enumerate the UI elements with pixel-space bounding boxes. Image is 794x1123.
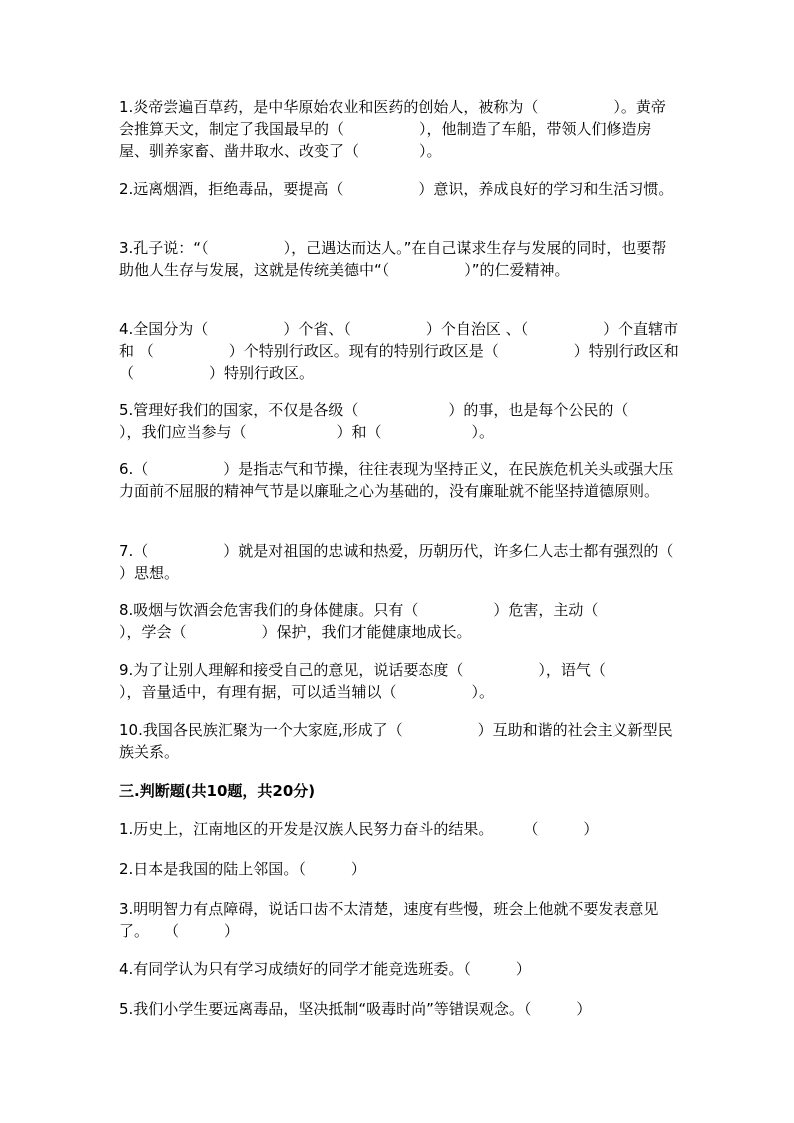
judgement-question-4: 4.有同学认为只有学习成绩好的同学才能竞选班委。（ ） — [119, 960, 531, 978]
fill-blank-question-10: 10.我国各民族汇聚为一个大家庭,形成了（ ）互助和谐的社会主义新型民族关系。 — [119, 721, 673, 761]
fill-blank-question-8: 8.吸烟与饮酒会危害我们的身体健康。只有（ ）危害，主动（ ），学会（ ）保护，我们才能健康地成长。 — [119, 601, 674, 641]
fill-blank-question-4: 4.全国分为（ ）个省、（ ）个自治区 、（ ）个直辖市和 （ ）个特别行政区。现有的特别行政区是（ ）特别行政区和（ ）特别行政区。 — [119, 320, 679, 382]
fill-blank-question-9: 9.为了让别人理解和接受自己的意见，说话要态度（ ），语气（ ），音量适中，有理有据，可以适当辅以（ ）。 — [119, 661, 681, 701]
fill-blank-question-1: 1.炎帝尝遍百草药，是中华原始农业和医药的创始人，被称为（ ）。黄帝会推算天文，制定了我国最早的（ ），他制造了车船，带领人们修造房屋、驯养家畜、凿井取水、改变了（ ）。 — [119, 98, 666, 160]
fill-blank-question-2: 2.远离烟酒，拒绝毒品，要提高（ ）意识，养成良好的学习和生活习惯。 — [119, 180, 674, 198]
judgement-question-1: 1.历史上，江南地区的开发是汉族人民努力奋斗的结果。 （ ） — [119, 820, 599, 838]
fill-blank-question-7: 7.（ ）就是对祖国的忠诚和热爱，历朝历代，许多仁人志士都有强烈的（ ）思想。 — [119, 542, 749, 582]
fill-blank-question-5: 5.管理好我们的国家，不仅是各级（ ）的事，也是每个公民的（ ），我们应当参与（ ）和（ ）。 — [119, 401, 719, 441]
fill-blank-question-6: 6.（ ）是指志气和节操，往往表现为坚持正义，在民族危机关头或强大压力面前不屈服的精神气节是以廉耻之心为基础的，没有廉耻就不能坚持道德原则。 — [119, 460, 674, 500]
section-three-title: 三.判断题(共10题，共20分) — [119, 782, 316, 800]
judgement-question-3: 3.明明智力有点障碍，说话口齿不太清楚，速度有些慢，班会上他就不要发表意见了。 （ ） — [119, 900, 659, 940]
judgement-question-5: 5.我们小学生要远离毒品，坚决抵制“吸毒时尚”等错误观念。（ ） — [119, 1000, 592, 1018]
judgement-question-2: 2.日本是我国的陆上邻国。（ ） — [119, 860, 366, 878]
fill-blank-question-3: 3.孔子说：“（ ），己遇达而达人。”在自己谋求生存与发展的同时，也要帮助他人生存与发展，这就是传统美德中“（ ）”的仁爱精神。 — [119, 239, 667, 279]
